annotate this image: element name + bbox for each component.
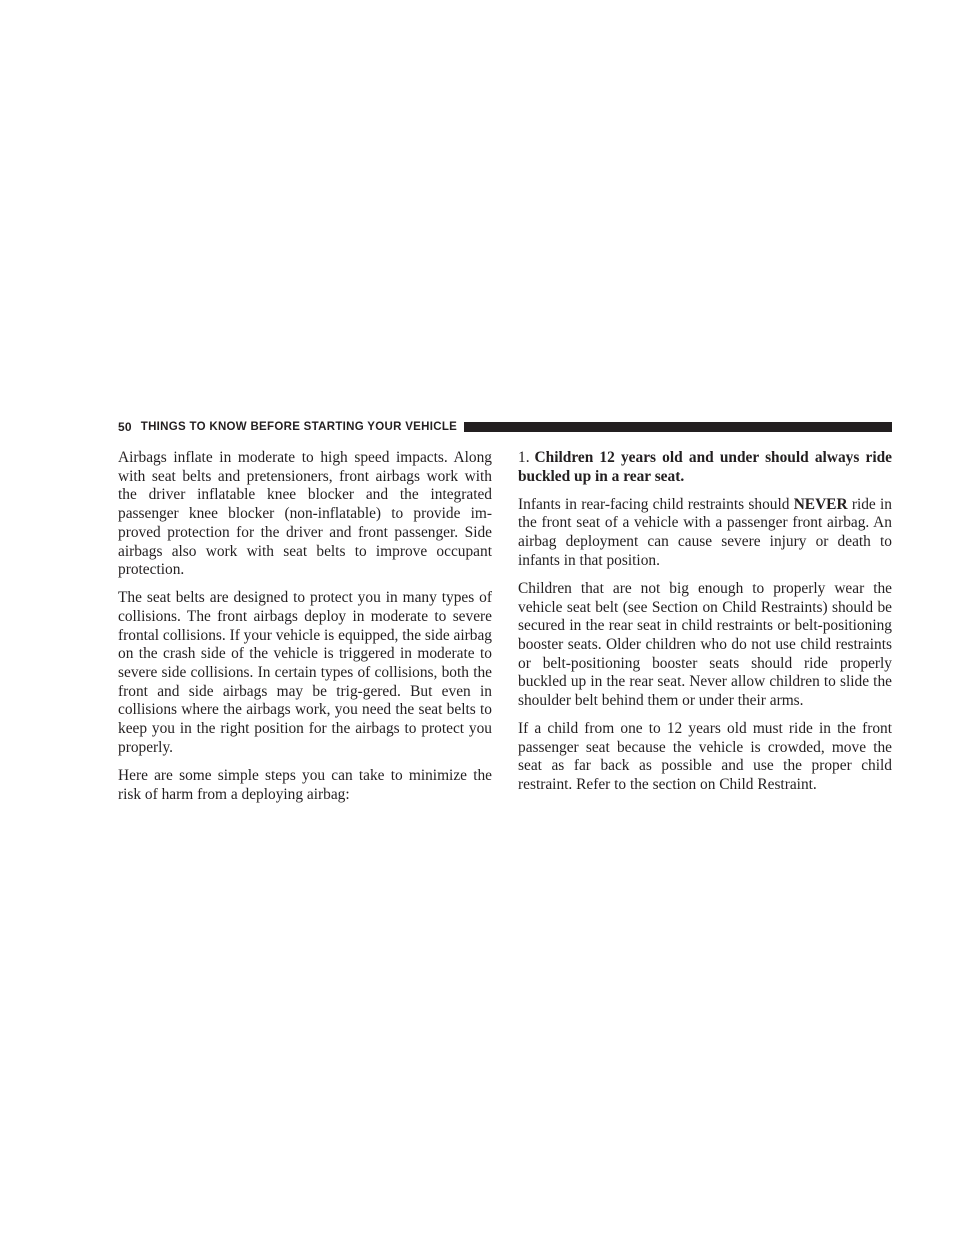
never-emphasis: NEVER [793,495,848,513]
list-item-1 [518,449,892,486]
page-header [118,419,892,435]
paragraph-seat-belts-designed: The seat belts are designed to protect you in many types of collisions. The front airbags deploy in moderate to severe frontal collisions. If your vehicle is equipped, the side airbag on the crash side of the vehicle is triggered in moderate to severe side collisions. In certain types of collisions, both the front and side airbags may be trig-gered. But even in collisions where the airbags work, you need the seat belts to keep you in the right position for the airbags to protect you properly. [118,589,492,756]
right-column [518,449,892,804]
list-item-number: 1. [518,449,530,466]
paragraph-infants-rear-facing: Infants in rear-facing child restraints should NEVER ride in the front seat of a vehicle with a passenger front airbag. An airbag deployment can cause severe injury or death to infants in that position. [518,495,892,569]
header-rule [464,422,892,432]
list-item-text: Children 12 years old and under should always ride buckled up in a rear seat. [518,449,892,485]
left-column [118,449,492,814]
paragraph-airbags-inflate: Airbags inflate in moderate to high speed impacts. Along with seat belts and pretensioners, front airbags work with the driver inflatable knee blocker and the integrated passenger knee blocker (non-inflatable) to provide im-proved protection for the driver and front passenger. Side airbags also work with seat belts to improve occupant protection. [118,449,492,579]
page-number: 50 [118,420,132,434]
paragraph-simple-steps: Here are some simple steps you can take to minimize the risk of harm from a deploying airbag: [118,766,492,803]
paragraph-children-not-big-enough: Children that are not big enough to properly wear the vehicle seat belt (see Section on Child Restraints) should be secured in the rear seat in child restraints or belt-positioning booster seats. Older children who do not use child restraints or belt-positioning booster seats should ride properly buckled up in the rear seat. Never allow children to slide the shoulder belt behind them or under their arms. [518,579,892,710]
paragraph-child-front-seat: If a child from one to 12 years old must ride in the front passenger seat because the vehicle is crowded, move the seat as far back as possible and use the proper child restraint. Refer to the section on Child Restraint. [518,720,892,794]
section-title: THINGS TO KNOW BEFORE STARTING YOUR VEHICLE [140,421,458,433]
